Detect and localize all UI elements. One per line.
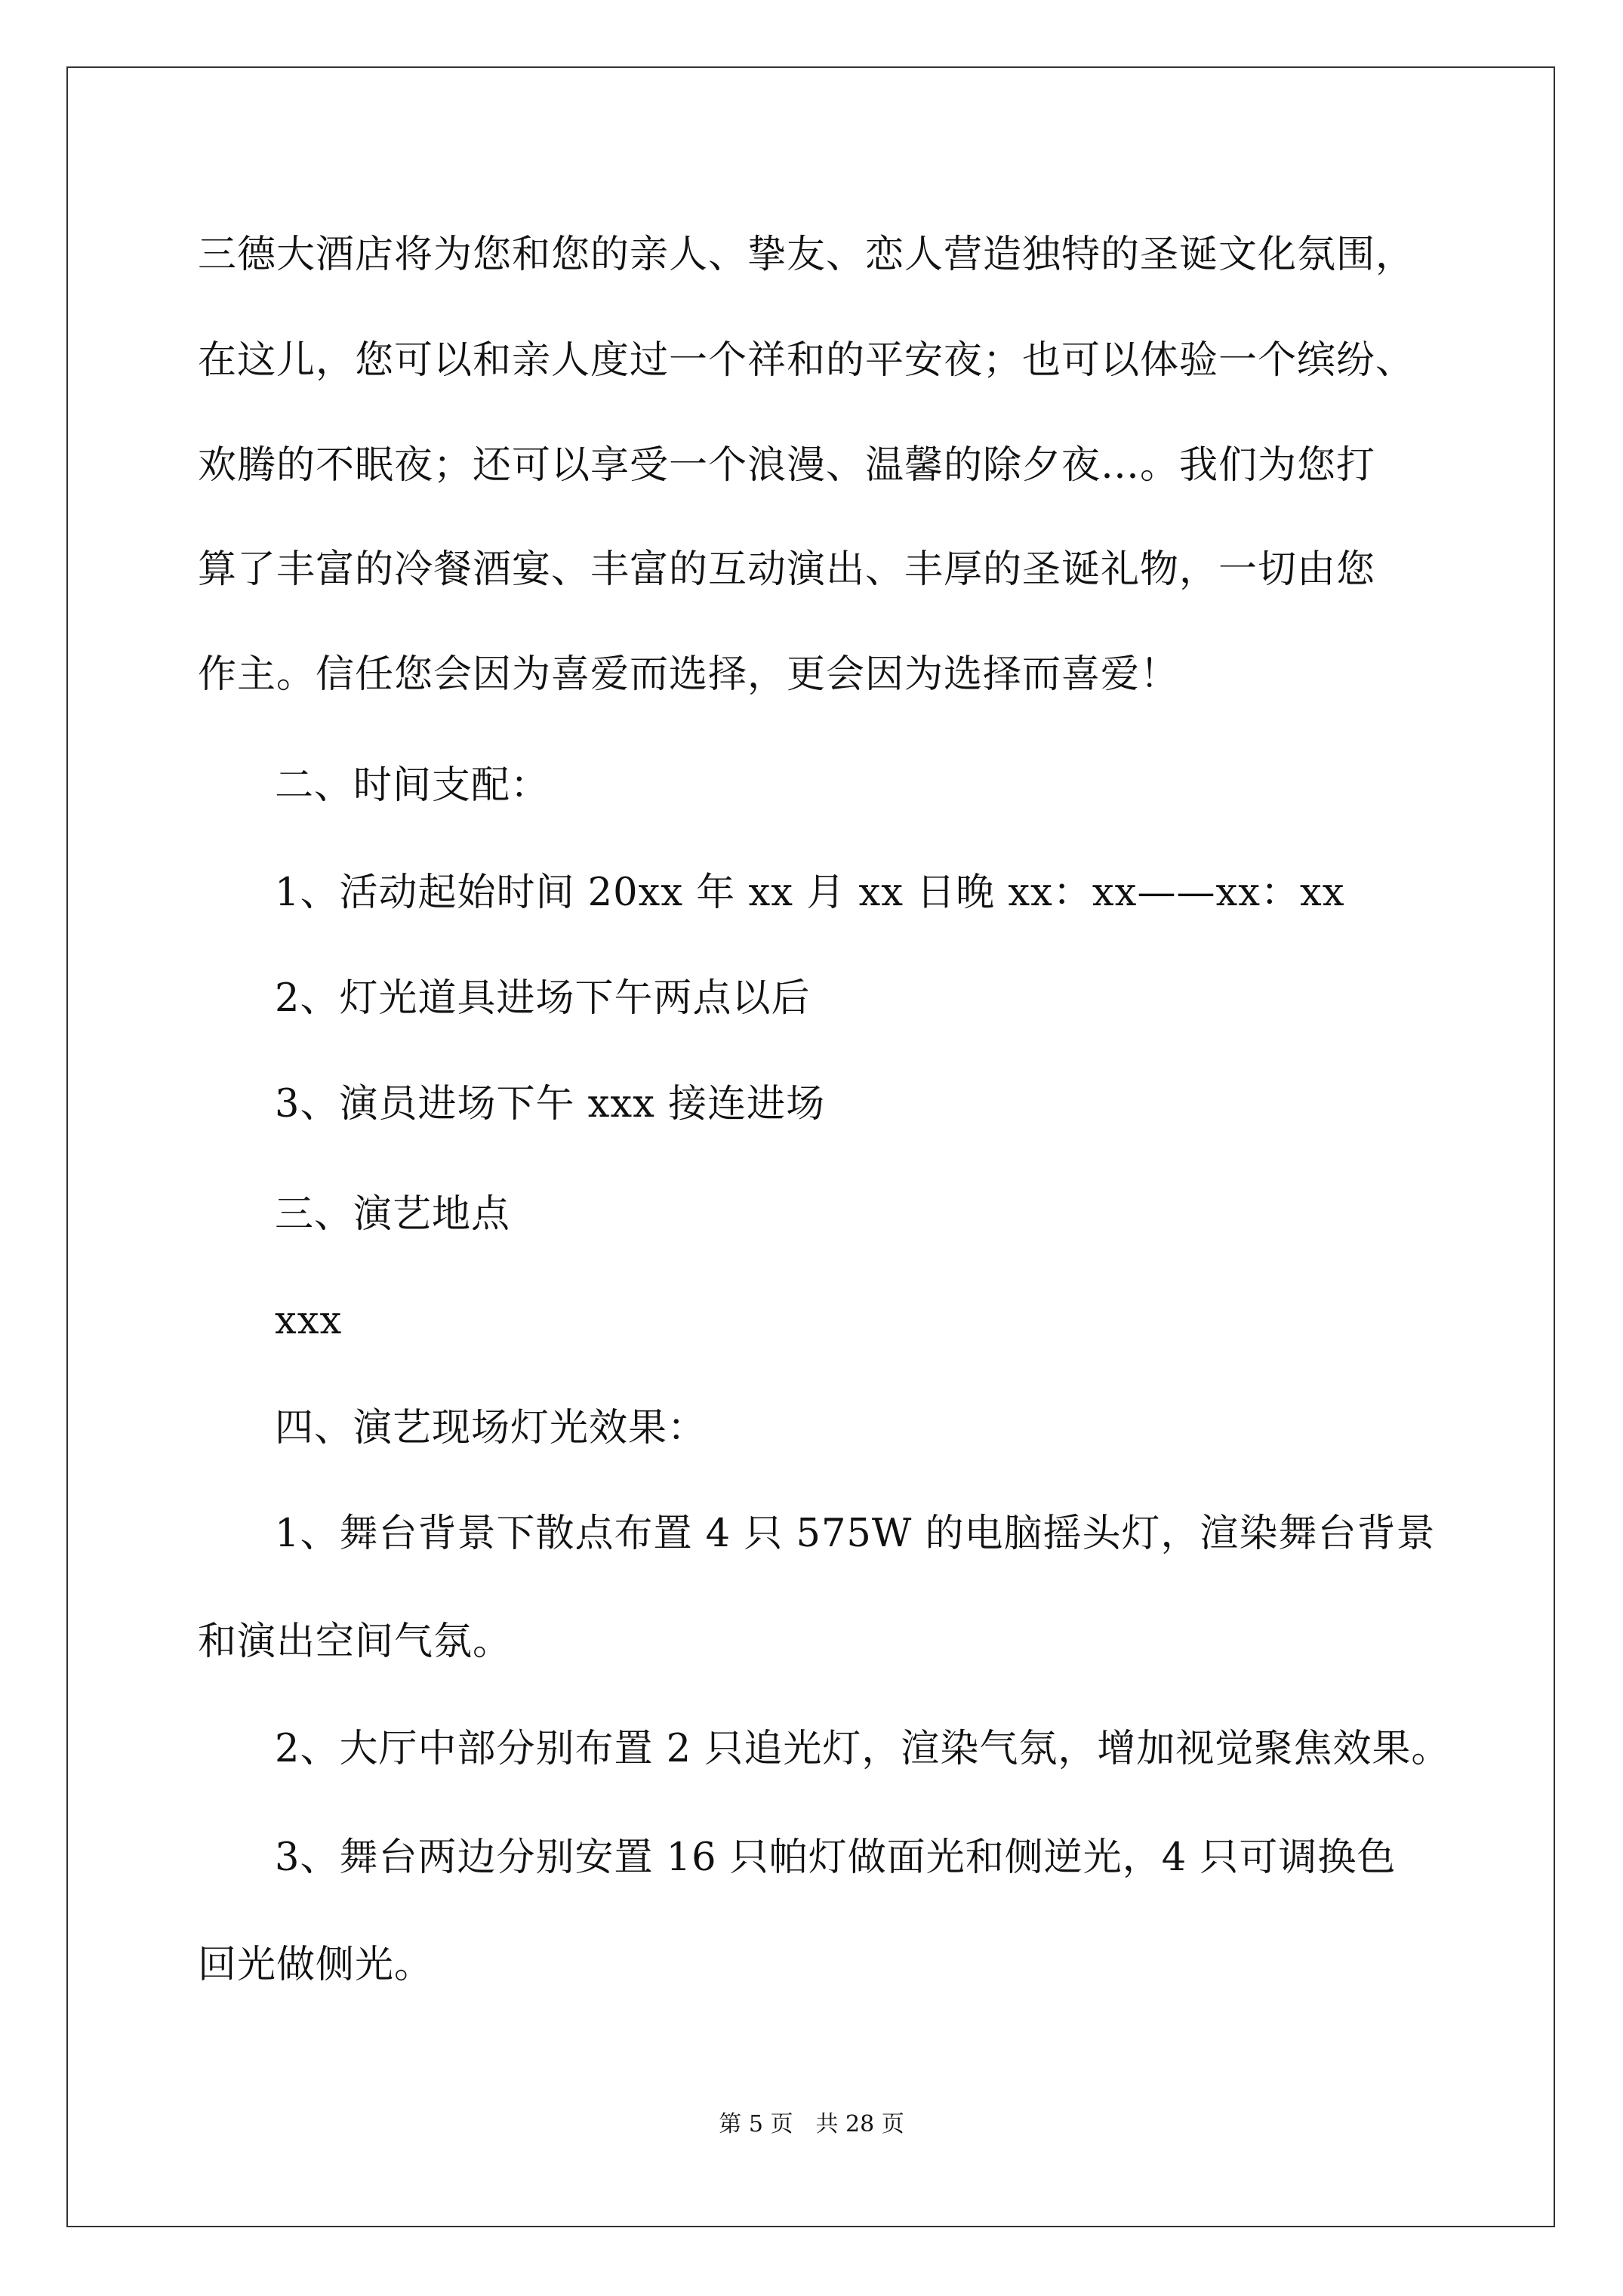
list-item-time-1: 1、活动起始时间 20xx 年 xx 月 xx 日晚 xx：xx——xx：xx <box>275 871 1345 915</box>
page-number-footer: 第 5 页 共 28 页 <box>719 2111 904 2137</box>
list-item-time-2: 2、灯光道具进场下午两点以后 <box>275 976 811 1021</box>
body-line-1: 三德大酒店将为您和您的亲人、挚友、恋人营造独特的圣诞文化氛围， <box>198 233 1415 277</box>
lighting-item-1-cont: 和演出空间气氛。 <box>198 1620 513 1664</box>
section-heading-lighting: 四、演艺现场灯光效果： <box>275 1406 707 1450</box>
lighting-item-1: 1、舞台背景下散点布置 4 只 575W 的电脑摇头灯，渲染舞台背景 <box>275 1512 1436 1556</box>
body-line-5: 作主。信任您会因为喜爱而选择，更会因为选择而喜爱！ <box>198 652 1180 697</box>
lighting-item-2: 2、大厅中部分别布置 2 只追光灯，渲染气氛，增加视觉聚焦效果。 <box>275 1727 1451 1771</box>
section-heading-venue: 三、演艺地点 <box>275 1192 511 1237</box>
body-line-4: 算了丰富的冷餐酒宴、丰富的互动演出、丰厚的圣诞礼物，一切由您 <box>198 547 1376 592</box>
section-heading-time: 二、时间支配： <box>275 763 550 808</box>
venue-text: xxx <box>275 1299 343 1343</box>
lighting-item-3: 3、舞台两边分别安置 16 只帕灯做面光和侧逆光，4 只可调换色 <box>275 1835 1397 1880</box>
body-line-3: 欢腾的不眠夜；还可以享受一个浪漫、温馨的除夕夜…。我们为您打 <box>198 443 1376 488</box>
lighting-item-3-cont: 回光做侧光。 <box>198 1943 434 1987</box>
list-item-time-3: 3、演员进场下午 xxx 接连进场 <box>275 1082 826 1126</box>
page-border <box>66 66 1555 2227</box>
body-line-2: 在这儿，您可以和亲人度过一个祥和的平安夜；也可以体验一个缤纷、 <box>198 338 1415 383</box>
